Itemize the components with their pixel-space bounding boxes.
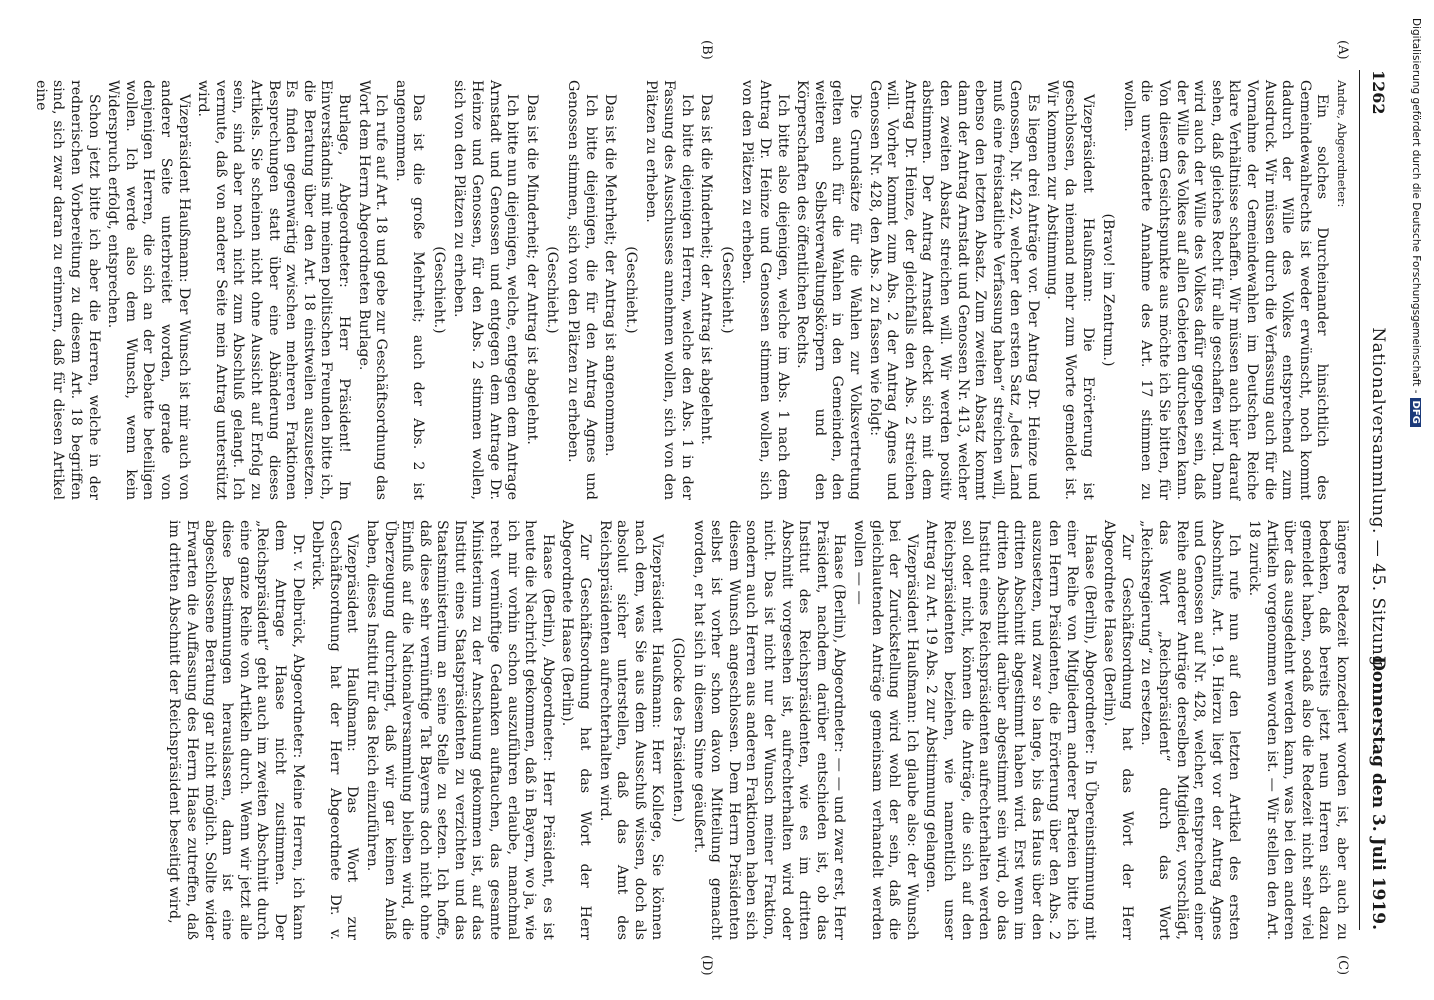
interjection: (Geschieht.) [544,246,561,334]
paragraph: Die Grundsätze für die Wahlen zur Volksvertretung gelten auch für die Wahlen in den Gemeinden, den weiteren Selbstverwaltungskörpern und den Körperschaften des öffentlichen Rechts. [794,80,863,500]
marker-c: (C) [1335,955,1350,976]
paragraph: Zur Geschäftsordnung hat das Wort der Herr Abgeordnete Haase (Berlin). [559,520,594,940]
paragraph: Das ist die Minderheit; der Antrag ist abgelehnt. [698,94,715,445]
page-number: 1262 [1369,70,1388,115]
paragraph: Ich rufe auf Art. 18 und gebe zur Geschäftsordnung das Wort dem Herrn Abgeordneten Burlage. [355,80,390,500]
paragraph: Das ist die große Mehrheit; auch der Abs. 2 ist angenommen. [392,80,427,500]
paragraph: Haase (Berlin), Abgeordneter: Herr Präsident, es ist heute die Nachricht gekommen, daß in Bayern, wo ja, wie ich mir vorhin schon auszuführen erlaube, manchmal recht vernünftige Gedanken auftauchen, das gesamte Ministerium zu der Anschauung gekommen ist, auf das Institut eines Staatspräsidenten zu verzichten und das Staatsministerium an seine Stelle zu setzen. Ich hoffe, daß diese sehr vernünftige Tat Bayerns doch nicht ohne Einfluß auf die Nationalversammlung bleiben wird, die Überzeugung durchringt, daß wir gar keinen Anlaß haben, dieses Institut für das Reich einzuführen. [363,520,556,940]
marker-b: (B) [699,40,714,60]
paragraph: Haase (Berlin), Abgeordneter: — — und zwar erst, Herr Präsident, nachdem darüber entschieden ist, ob das Institut des Reichspräsidenten, wie es im dritten Abschnitt vorgesehen ist, aufrechterhalten wird oder nicht. Das ist nicht nur der Wunsch meiner Fraktion, sondern auch Herren aus anderen Fraktionen haben sich diesem Wunsch angeschlossen. Dem Herrn Präsidenten selbst ist vorher schon davon Mitteilung gemacht worden, er hat sich in diesem Sinne geäußert. [690,520,848,940]
marker-d: (D) [699,955,714,976]
paragraph: Ich bitte also diejenigen, welche im Abs. 1 nach dem Antrag Dr. Heinze und Genossen stimmen wollen, sich von den Plätzen zu erheben. [739,80,791,500]
paragraph: Haase (Berlin), Abgeordneter: In Übereinstimmung mit einer Reihe von Mitgliedern anderer Parteien bitte ich den Herrn Präsidenten, die Erörterung über den Abs. 2 auszusetzen, und zwar so lange, bis das Haus über den dritten Abschnitt abgestimmt haben wird. Erst wenn im dritten Abschnitt darüber abgestimmt sein wird, ob das Institut eines Reichspräsidenten aufrechterhalten werden soll oder nicht, können die Anträge, die sich auf den Reichspräsidenten beziehen, wie namentlich unser Antrag zu Art. 19 Abs. 2 zur Abstimmung gelangen. [923,520,1098,940]
paragraph: Ein solches Durcheinander hinsichtlich des Gemeindewahlrechts ist weder erwünscht, noch kommt dadurch der Wille des Volkes entsprechend zum Ausdruck. Wir müssen durch die Verfassung auch für die Vornahme der Gemeindewahlen im Deutschen Reiche klare Verhältnisse schaffen. Wir müssen auch hier darauf sehen, daß gleiches Recht für alle geschaffen wird. Dann wird auch der Wille des Volkes dafür gegeben sein, daß der Wille des Volkes auf allen Gebieten durchsetzen kann. Von diesem Gesichtspunkte aus möchte ich Sie bitten, für die unveränderte Annahme des Art. 17 stimmen zu wollen. [1120,80,1331,500]
paragraph: längere Redezeit konzediert worden ist, aber auch zu bedenken, daß bereits jetzt neun Herren sich dazu gemeldet haben, sodaß also die Redezeit nicht sehr viel über das ausgedehnt werden kann, was bei den anderen Artikeln vorgenommen worden ist. — Wir stellen den Art. 18 zurück. [1246,520,1350,940]
paragraph: Es liegen drei Anträge vor. Der Antrag Dr. Heinze und Genossen, Nr. 422, welcher den ersten Satz „Jedes Land muß eine freistaatliche Verfassung haben“ streichen will, ebenso den letzten Absatz. Zum zweiten Absatz kommt dann der Antrag Arnstadt und Genossen Nr. 413, welcher den zweiten Absatz streichen will. Wir werden positiv abstimmen. Der Antrag Arnstadt deckt sich mit dem Antrag Dr. Heinze, der gleichfalls den Abs. 2 streichen will. Vorher kommt zum Abs. 2 der Antrag Agnes und Genossen Nr. 428, den Abs. 2 zu fassen wie folgt: [866,80,1041,500]
paragraph: Vizepräsident Haußmann: Ich glaube also: der Wunsch bei der Zurückstellung wird wohl der sein, daß die gleichlautenden Anträge gemeinsam verhandelt werden wollen — — [850,520,920,940]
right-column [163,520,1350,940]
paragraph: Vizepräsident Haußmann: Herr Kollege, Sie können nach dem, was Sie aus dem Ausschuß wissen, doch als absolut sicher unterstellen, daß das Amt des Reichspräsidenten aufrechterhalten wird. [596,520,666,940]
interjection: (Geschieht.) [430,246,447,334]
page-header [1359,70,1394,930]
paragraph: Ich bitte nun diejenigen, welche, entgegen dem Antrage Arnstadt und Genossen und entgegen dem Antrage Dr. Heinze und Genossen, für den Abs. 2 stimmen wollen, sich von den Plätzen zu erheben. [451,80,521,500]
paragraph: Ich bitte diejenigen, die für den Antrag Agnes und Genossen stimmen, sich von den Plätzen zu erheben. [565,80,599,500]
paragraph: Dr. v. Delbrück, Abgeordneter: Meine Herren, ich kann dem Antrage Haase nicht zustimmen. Der „Reichspräsident“ geht auch im zweiten Abschnitt durch eine ganze Reihe von Artikeln durch. Wenn wir jetzt alle diese Bestimmungen herauslassen, dann ist eine abgeschlossene Beratung gar nicht möglich. Sollte wider Erwarten die Auffassung des Herrn Haase zutreffen, daß im dritten Abschnitt der Reichspräsident beseitigt wird, [166,520,306,940]
interjection: (Geschieht.) [718,246,735,334]
marker-a: (A) [1335,40,1350,60]
interjection: (Geschieht.) [622,246,639,334]
left-column [29,80,1350,500]
dfg-logo: DFG [1410,398,1421,427]
credit-text: Digitalisierung gefördert durch die Deutsche Forschungsgemeinschaft - [1410,18,1422,394]
paragraph: Vizepräsident Haußmann: Die Erörterung ist geschlossen, da niemand mehr zum Worte gemeldet ist. Wir kommen zur Abstimmung. [1044,80,1096,500]
paragraph: Ich rufe nun auf den letzten Artikel des ersten Abschnitts, Art. 19. Hierzu liegt vor der Antrag Agnes und Genossen auf Nr. 428, welcher, entsprechend einer Reihe anderer Anträge derselben Mitglieder, vorschlägt, das Wort „Reichspräsident“ durch das Wort „Reichsregierung“ zu ersetzen. [1138,520,1243,940]
interjection: (Bravo! im Zentrum.) [1100,213,1117,367]
paragraph: Das ist die Mehrheit; der Antrag ist angenommen. [602,94,619,457]
page-title: Nationalversammlung. — 45. Sitzung. [1368,327,1388,673]
paragraph: Ich bitte diejenigen Herren, welche den Abs. 1 in der Fassung des Ausschusses annehmen wollen, sich von den Plätzen zu erheben. [643,80,695,500]
paragraph: Vizepräsident Haußmann: Der Wunsch ist mir auch von anderer Seite unterbreitet worden, gerade von denjenigen Herren, die sich an der Debatte beteiligen wollen. Ich werde also dem Wunsch, wenn kein Widerspruch erfolgt, entsprechen. [105,80,192,500]
speaker-intro: Andre, Abgeordneter: [1335,80,1349,208]
paragraph: Zur Geschäftsordnung hat das Wort der Herr Abgeordnete Haase (Berlin). [1101,520,1135,940]
paragraph: Schon jetzt bitte ich aber die Herren, welche in der rednerischen Vorbereitung zu diesem Art. 18 begriffen sind, sich zwar daran zu erinnern, daß für diesen Artikel eine [32,80,102,500]
paragraph: Das ist die Minderheit; der Antrag ist abgelehnt. [523,94,540,445]
paragraph: Burlage, Abgeordneter: Herr Präsident! Im Einverständnis mit meinen politischen Freunden bitte ich, die Beratung über den Art. 18 einstweilen auszusetzen. Es finden gegenwärtig zwischen mehreren Fraktionen Besprechungen statt über eine Abänderung dieses Artikels. Sie scheinen nicht ohne Aussicht auf Erfolg zu sein, sind aber noch nicht zum Abschluß gelangt. Ich vermute, daß von anderer Seite mein Antrag unterstützt wird. [195,80,352,500]
digitization-credit [1404,18,1424,998]
interjection: (Glocke des Präsidenten.) [670,637,687,823]
paragraph: Vizepräsident Haußmann: Das Wort zur Geschäftsordnung hat der Herr Abgeordnete Dr. v. Delbrück. [309,520,361,940]
page-date: Donnerstag den 3. Juli 1919. [1368,656,1388,930]
